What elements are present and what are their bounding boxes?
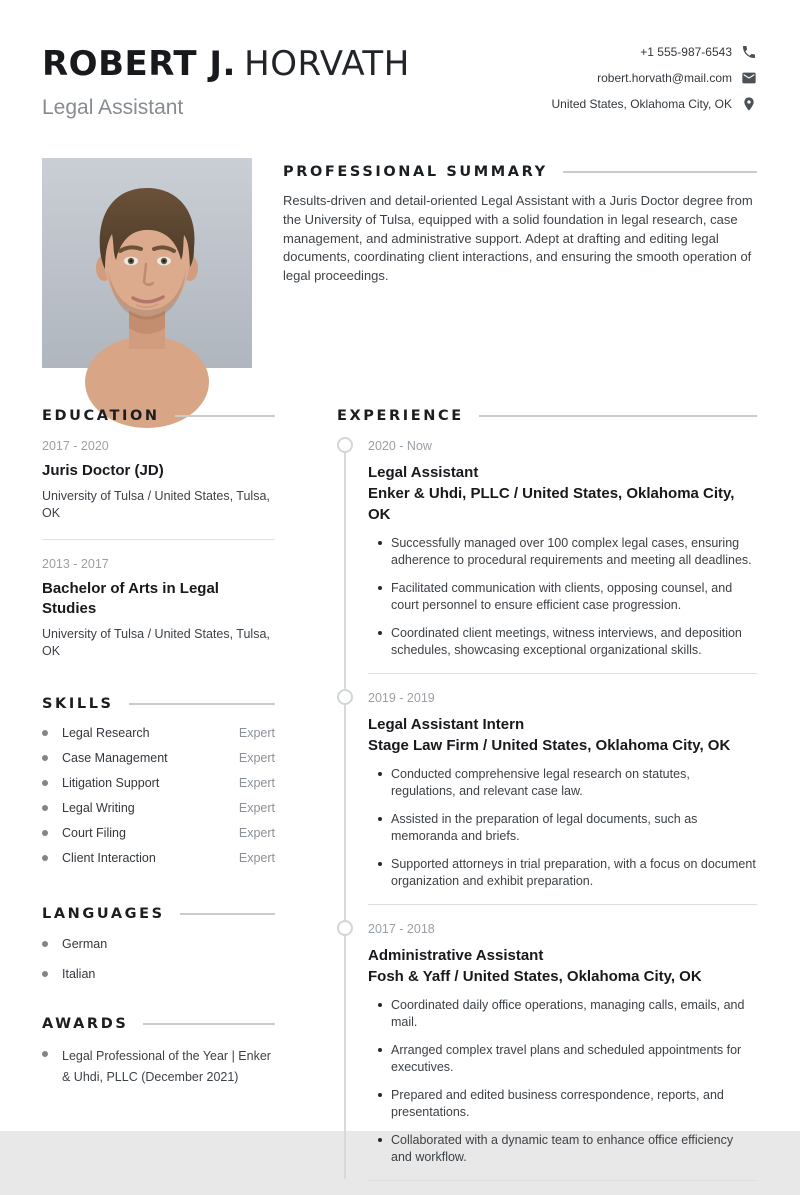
profile-photo	[42, 158, 252, 368]
skill-name: Legal Research	[62, 726, 150, 740]
languages-heading: LANGUAGES	[42, 906, 165, 922]
experience-heading-row	[337, 408, 757, 424]
experience-bullet	[378, 1132, 757, 1165]
bullet-text: Supported attorneys in trial preparation, with a focus on document organization and exhibit preparation.	[391, 857, 756, 888]
experience-timeline	[337, 436, 757, 1181]
skill-name: Client Interaction	[62, 851, 156, 865]
awards-heading-row	[42, 1016, 275, 1032]
language-item	[42, 936, 275, 952]
contact-text: +1 555-987-6543	[640, 45, 732, 59]
experience-role: Legal Assistant	[368, 464, 479, 481]
skills-list	[42, 725, 275, 866]
body-columns	[42, 408, 757, 1195]
skills-heading-row	[42, 696, 275, 712]
summary-section	[283, 158, 757, 368]
experience-bullet	[378, 625, 757, 658]
education-dates: 2017 - 2020	[42, 439, 109, 453]
education-list	[42, 439, 275, 660]
summary-text: Results-driven and detail-oriented Legal Assistant with a Juris Doctor degree from the University of Tulsa, equipped with a solid foundation in legal research, case management, and administrative support. Adept at drafting and editing legal documents, coordinating client interactions, and ensuring the smooth operation of legal proceedings.	[283, 193, 753, 284]
experience-item	[337, 919, 757, 1181]
person-name	[42, 42, 410, 86]
education-degree: Juris Doctor (JD)	[42, 462, 164, 479]
experience-company: Stage Law Firm / United States, Oklahoma City, OK	[368, 737, 731, 754]
experience-item	[337, 436, 757, 674]
contact-row	[551, 96, 757, 112]
heading-rule	[180, 913, 275, 915]
bullet-dot	[42, 755, 48, 761]
summary-heading-row	[283, 164, 757, 180]
bullet-dot	[42, 830, 48, 836]
skill-level: Expert	[238, 851, 275, 865]
language-item	[42, 966, 275, 982]
award-text: Legal Professional of the Year | Enker & Uhdi, PLLC (December 2021)	[62, 1049, 271, 1084]
left-column	[42, 408, 275, 1195]
bullet-text: Successfully managed over 100 complex legal cases, ensuring adherence to procedural requirements and meeting all deadlines.	[391, 536, 752, 567]
bullet-dot	[42, 805, 48, 811]
skill-name: Court Filing	[62, 826, 126, 840]
experience-bullet	[378, 856, 757, 889]
contact-block	[551, 42, 757, 112]
education-dates: 2013 - 2017	[42, 557, 109, 571]
education-school: University of Tulsa / United States, Tulsa, OK	[42, 627, 270, 658]
skill-name: Case Management	[62, 751, 168, 765]
experience-company: Enker & Uhdi, PLLC / United States, Oklahoma City, OK	[368, 485, 735, 523]
education-section	[42, 408, 275, 660]
last-name: HORVATH	[244, 44, 410, 84]
contact-row	[551, 70, 757, 86]
skill-item	[42, 750, 275, 766]
skill-level: Expert	[238, 776, 275, 790]
right-column	[337, 408, 757, 1195]
entry-divider	[368, 1180, 757, 1181]
experience-bullets	[368, 766, 757, 889]
experience-bullet	[378, 535, 757, 568]
experience-bullet	[378, 766, 757, 799]
bullet-dot	[42, 730, 48, 736]
skills-heading: SKILLS	[42, 696, 114, 712]
skill-level: Expert	[238, 826, 275, 840]
skill-name: Litigation Support	[62, 776, 160, 790]
bullet-dot	[378, 541, 382, 545]
experience-bullet	[378, 1087, 757, 1120]
contact-row	[551, 44, 757, 60]
languages-section	[42, 906, 275, 982]
bullet-dot	[378, 772, 382, 776]
pin-icon	[741, 96, 757, 112]
experience-item	[337, 688, 757, 905]
entry-divider	[368, 673, 757, 674]
education-heading-row	[42, 408, 275, 424]
phone-icon	[741, 44, 757, 60]
awards-heading: AWARDS	[42, 1016, 129, 1032]
job-title: Legal Assistant	[42, 96, 184, 119]
bullet-text: Prepared and edited business correspondence, reports, and presentations.	[391, 1088, 724, 1119]
skill-item	[42, 850, 275, 866]
awards-list	[42, 1046, 275, 1088]
experience-dates: 2019 - 2019	[368, 691, 435, 705]
bullet-text: Conducted comprehensive legal research on statutes, regulations, and relevant case law.	[391, 767, 690, 798]
education-heading: EDUCATION	[42, 408, 160, 424]
first-name: ROBERT J.	[42, 44, 236, 84]
education-item	[42, 539, 275, 660]
heading-rule	[129, 703, 275, 705]
bullet-text: Coordinated client meetings, witness interviews, and deposition schedules, showcasing exceptional organizational skills.	[391, 626, 742, 657]
experience-bullet	[378, 997, 757, 1030]
education-school: University of Tulsa / United States, Tulsa, OK	[42, 489, 270, 520]
experience-company: Fosh & Yaff / United States, Oklahoma City, OK	[368, 968, 702, 985]
languages-list	[42, 936, 275, 982]
bullet-text: Coordinated daily office operations, managing calls, emails, and mail.	[391, 998, 745, 1029]
heading-rule	[175, 415, 275, 417]
skill-item	[42, 775, 275, 791]
skill-level: Expert	[238, 801, 275, 815]
experience-bullets	[368, 997, 757, 1165]
heading-rule	[143, 1023, 275, 1025]
bullet-dot	[42, 780, 48, 786]
experience-role: Legal Assistant Intern	[368, 716, 525, 733]
intro-row	[42, 158, 757, 368]
skill-name: Legal Writing	[62, 801, 135, 815]
experience-heading: EXPERIENCE	[337, 408, 464, 424]
timeline-dot	[337, 920, 353, 936]
bullet-dot	[378, 631, 382, 635]
header	[42, 42, 757, 121]
bullet-dot	[42, 971, 48, 977]
heading-rule	[479, 415, 757, 417]
bullet-dot	[378, 817, 382, 821]
timeline-dot	[337, 689, 353, 705]
bullet-text: Arranged complex travel plans and scheduled appointments for executives.	[391, 1043, 742, 1074]
bullet-text: Facilitated communication with clients, opposing counsel, and court personnel to ensure efficient case progression.	[391, 581, 733, 612]
summary-heading: PROFESSIONAL SUMMARY	[283, 164, 548, 180]
bullet-dot	[378, 1048, 382, 1052]
bullet-dot	[378, 1003, 382, 1007]
bullet-dot	[378, 862, 382, 866]
languages-heading-row	[42, 906, 275, 922]
language-name: German	[62, 937, 108, 951]
bullet-dot	[378, 1093, 382, 1097]
bullet-dot	[378, 586, 382, 590]
skill-level: Expert	[238, 726, 275, 740]
skill-item	[42, 800, 275, 816]
experience-dates: 2017 - 2018	[368, 922, 435, 936]
mail-icon	[741, 70, 757, 86]
experience-dates: 2020 - Now	[368, 439, 432, 453]
bullet-dot	[42, 1051, 48, 1057]
skill-item	[42, 725, 275, 741]
timeline-dot	[337, 437, 353, 453]
language-name: Italian	[62, 967, 96, 981]
experience-role: Administrative Assistant	[368, 947, 544, 964]
skills-section	[42, 696, 275, 866]
experience-bullet	[378, 1042, 757, 1075]
education-degree: Bachelor of Arts in Legal Studies	[42, 580, 219, 617]
bullet-dot	[42, 941, 48, 947]
award-item	[42, 1046, 275, 1088]
contact-text: robert.horvath@mail.com	[597, 71, 732, 85]
bullet-text: Collaborated with a dynamic team to enhance office efficiency and workflow.	[391, 1133, 734, 1164]
experience-bullets	[368, 535, 757, 658]
awards-section	[42, 1016, 275, 1088]
skill-item	[42, 825, 275, 841]
entry-divider	[368, 904, 757, 905]
bullet-dot	[42, 855, 48, 861]
profile-photo-illustration	[42, 158, 252, 368]
bullet-text: Assisted in the preparation of legal documents, such as memoranda and briefs.	[391, 812, 698, 843]
experience-bullet	[378, 580, 757, 613]
contact-text: United States, Oklahoma City, OK	[551, 97, 732, 111]
name-block	[42, 42, 410, 121]
education-item	[42, 439, 275, 522]
experience-bullet	[378, 811, 757, 844]
bullet-dot	[378, 1138, 382, 1142]
heading-rule	[563, 171, 757, 173]
skill-level: Expert	[238, 751, 275, 765]
